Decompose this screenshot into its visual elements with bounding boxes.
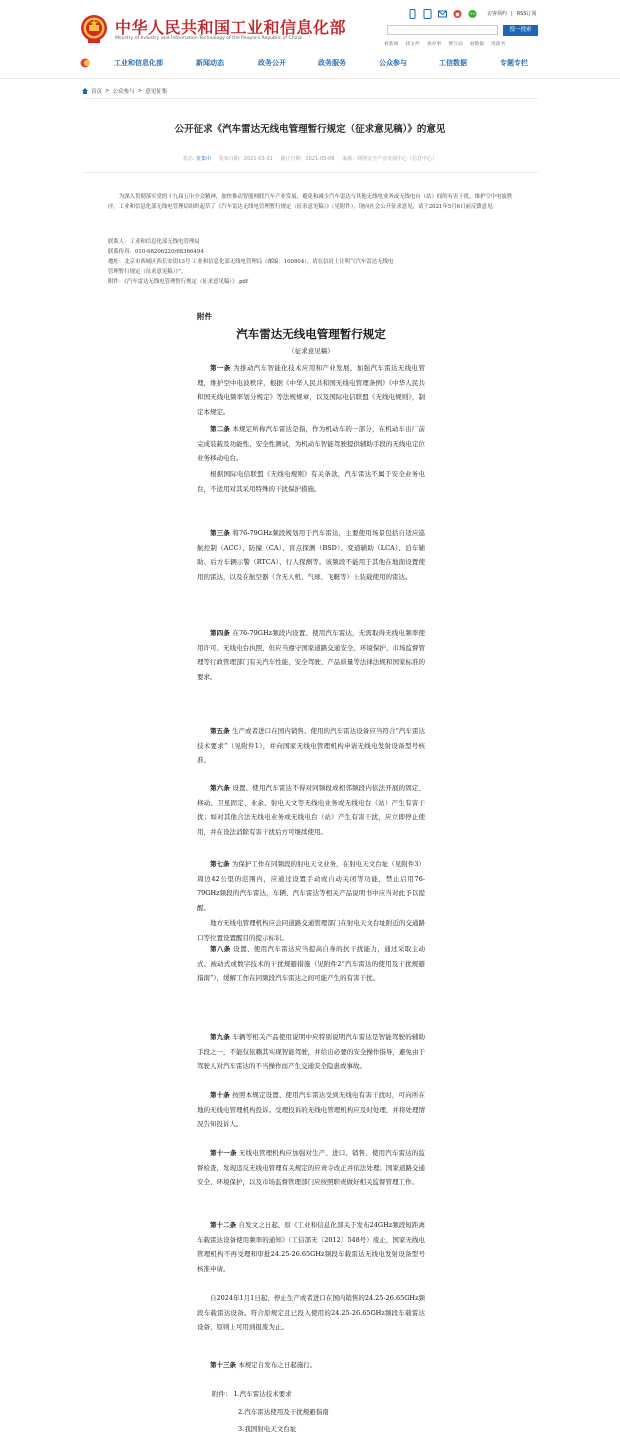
nav-item-topics[interactable]: 专题专栏 bbox=[500, 59, 528, 67]
nav-item-data[interactable]: 工信数据 bbox=[439, 59, 467, 67]
page-title: 公开征求《汽车雷达无线电管理暂行规定（征求意见稿）》的意见 bbox=[174, 124, 446, 135]
article-heading: 第六条 bbox=[210, 784, 233, 792]
breadcrumb-separator: > bbox=[105, 88, 110, 94]
attachment-link[interactable]: 附件：《汽车雷达无线电管理暂行规定（征求意见稿）》.pdf bbox=[108, 279, 248, 285]
contact-fax: 联系传真：010-68206220/68366494 bbox=[108, 249, 204, 255]
home-icon bbox=[82, 88, 88, 94]
search-button[interactable]: 搜一搜索 bbox=[503, 25, 538, 36]
deadline-date: 截止日期：2021-05-06 bbox=[280, 156, 335, 162]
article-paragraph bbox=[197, 1030, 425, 1074]
hot-link-services[interactable]: 查办事 bbox=[426, 42, 442, 47]
status-label: 状态: bbox=[182, 156, 195, 162]
nav-divider bbox=[0, 78, 620, 79]
article-heading: 第八条 bbox=[210, 945, 234, 953]
article-heading: 第一条 bbox=[210, 364, 234, 372]
home-nav-icon[interactable] bbox=[80, 58, 92, 68]
top-links-divider: | bbox=[511, 11, 513, 17]
article-heading: 第四条 bbox=[210, 629, 233, 637]
publish-date: 发布日期：2021-03-31 bbox=[218, 156, 273, 162]
meta-divider bbox=[82, 172, 538, 173]
hot-link-interact[interactable]: 要互动 bbox=[448, 42, 463, 47]
article-paragraph bbox=[197, 422, 425, 466]
main-nav bbox=[0, 54, 620, 72]
article-text: 自发文之日起，原《工业和信息化部关于发布24GHz频段短距离车载雷达设备使用频率的通知》（工信部无〔2012〕548号）废止，国家无线电管理机构不再受理和审批24.25-26.65GHz频段车载雷达无线电发射设备型号核准申请。 bbox=[197, 1221, 425, 1273]
hot-link-gov[interactable]: 用政务 bbox=[491, 42, 506, 47]
article-heading: 第二条 bbox=[210, 425, 233, 433]
contact-address-cont: 管理暂行规定（征求意见稿）》”。 bbox=[108, 269, 187, 275]
breadcrumb-separator: > bbox=[137, 88, 143, 94]
article-heading: 第十一条 bbox=[210, 1149, 240, 1157]
nav-item-open-gov[interactable]: 政务公开 bbox=[258, 59, 286, 67]
search-input[interactable] bbox=[387, 25, 498, 35]
article-text: 本规定自发布之日起施行。 bbox=[238, 1361, 317, 1369]
document-subtitle: （征求意见稿） bbox=[288, 347, 334, 355]
hot-link-files[interactable]: 找文件 bbox=[405, 42, 420, 47]
attachment-item: 附件： 1.汽车雷达技术要求 bbox=[212, 1390, 292, 1398]
article-paragraph bbox=[197, 1088, 425, 1132]
article-text: 按照本规定设置、使用汽车雷达受到无线电有害干扰时，可向所在地的无线电管理机构投诉。受理投诉的无线电管理机构应及时处理，并将处理情况告知投诉人。 bbox=[197, 1091, 426, 1129]
attachment-item: 2.汽车雷达使用及干扰规避指南 bbox=[238, 1407, 329, 1416]
nav-item-participation[interactable]: 公众参与 bbox=[379, 59, 407, 67]
article-paragraph bbox=[197, 626, 425, 684]
article-paragraph bbox=[197, 942, 425, 986]
article-paragraph bbox=[197, 1218, 425, 1276]
breadcrumb-divider bbox=[82, 98, 538, 99]
article-text: 设置、使用汽车雷达不得对同频段或相邻频段内依法开展的固定、移动、卫星固定、业余、射电天文等无线电业务或无线电台（站）产生有害干扰；如对其他合法无线电业务或无线电台（站）产生有害干扰，应立即停止使用，并在设法消除有害干扰后方可继续使用。 bbox=[197, 784, 426, 836]
attachment-item: 3.我国射电天文台址 bbox=[238, 1425, 297, 1433]
mail-icon[interactable] bbox=[438, 9, 447, 19]
article-paragraph bbox=[197, 361, 425, 419]
status-badge: 征集中 bbox=[196, 156, 212, 162]
top-links bbox=[487, 10, 541, 17]
contact-address: 地址：北京市西城区西长安街13号 工业和信息化部无线电管理局（邮编：100804），请在信封上注明“《汽车雷达无线电 bbox=[108, 259, 394, 265]
wechat-icon[interactable] bbox=[468, 9, 477, 19]
article-paragraph bbox=[197, 781, 425, 839]
site-subtitle: Ministry of Industry and Information Technology of the People's Republic of China bbox=[115, 36, 302, 41]
article-heading: 第十三条 bbox=[210, 1361, 239, 1369]
article-text: 生产或者进口在国内销售、使用的汽车雷达设备应当符合“汽车雷达技术要求”（见附件1），并向国家无线电管理机构申请无线电发射设备型号核准。 bbox=[197, 727, 425, 765]
article-paragraph bbox=[197, 1358, 425, 1373]
nav-item-home[interactable]: 工业和信息化部 bbox=[114, 59, 163, 67]
article-meta bbox=[0, 155, 620, 162]
document-title: 汽车雷达无线电管理暂行规定 bbox=[236, 327, 386, 341]
site-title[interactable]: 中华人民共和国工业和信息化部 bbox=[115, 18, 347, 37]
breadcrumb-home[interactable]: 首页 bbox=[91, 89, 103, 95]
weibo-icon[interactable] bbox=[453, 9, 462, 19]
attachment-list bbox=[197, 1386, 425, 1437]
nav-item-news[interactable]: 新闻动态 bbox=[196, 59, 224, 67]
rss-link[interactable]: RSS订阅 bbox=[516, 11, 537, 17]
article-source: 来源：网络安全产业发展中心（信息中心） bbox=[342, 156, 438, 162]
intro-paragraph bbox=[108, 193, 518, 213]
article-heading: 第五条 bbox=[210, 727, 232, 735]
contact-block bbox=[108, 238, 518, 298]
article-text: 为推动汽车智能化技术应用和产业发展，加强汽车雷达无线电管理，维护空中电波秩序，根据《中华人民共和国无线电管理条例》《中华人民共和国无线电频率划分规定》等法规规章，以及国际电信联盟《无线电规则》，制定本规定。 bbox=[197, 364, 426, 416]
article-text: 根据国际电信联盟《无线电规则》有关条款，汽车雷达不属于安全业务电台，不适用对其采用特殊的干扰保护措施。 bbox=[197, 470, 425, 493]
breadcrumb bbox=[82, 87, 167, 95]
article-paragraph bbox=[197, 1146, 425, 1190]
article-text: 地方无线电管理机构应会同道路交通管理部门在射电天文台址附近的交通路口等位置设置醒目的提示标识。 bbox=[197, 919, 425, 942]
attachment-label: 附件 bbox=[197, 312, 212, 321]
hot-link-news[interactable]: 看新闻 bbox=[384, 42, 399, 47]
tablet-icon[interactable] bbox=[423, 9, 432, 19]
article-heading: 第十二条 bbox=[210, 1221, 239, 1229]
breadcrumb-participation[interactable]: 公众参与 bbox=[112, 89, 135, 95]
article-paragraph bbox=[197, 1291, 425, 1335]
national-emblem-icon[interactable] bbox=[80, 14, 108, 44]
article-heading: 第九条 bbox=[210, 1033, 233, 1041]
article-text: 将76-79GHz频段规划用于汽车雷达，主要使用场景包括自适应巡航控制（ACC）、防撞（CA）、盲点探测（BSD）、变道辅助（LCA）、泊车辅助、后方车辆示警（RTCA）、行人探测等。该频段不能用于其他在地面设置使用的雷达，以及在航空器（含无人机、气球、飞艇等）上装载使用的雷达。 bbox=[197, 529, 426, 581]
article-paragraph bbox=[197, 724, 425, 768]
article-paragraph bbox=[197, 526, 425, 584]
hot-link-data[interactable]: 看数据 bbox=[469, 42, 485, 47]
article-heading: 第七条 bbox=[210, 860, 232, 868]
intro-text: 为深入贯彻落实党的十九届五中全会精神，加快推动智能网联汽车产业发展，避免和减少汽车雷达与其他无线电业务或无线电台（站）间的有害干扰，维护空中电波秩序，工业和信息化部无线电管理局组织起草了《汽车雷达无线电管理暂行规定（征求意见稿）》（见附件），现向社会公开征求意见，请于2021年5月6日前反馈意见。 bbox=[108, 194, 513, 210]
article-text: 设置、使用汽车雷达应当提高自身的抗干扰能力，通过采取主动式、被动式或数字技术的干扰规避措施（见附件2“汽车雷达的使用及干扰规避指南”），缓解工作在同频段汽车雷达之间可能产生的有害干扰。 bbox=[197, 945, 426, 983]
article-heading: 第十条 bbox=[210, 1091, 233, 1099]
article-text: 无线电管理机构应加强对生产、进口、销售、使用汽车雷达的监督检查，发现违反无线电管理有关规定的应责令改正并依法处理；国家道路交通安全、环境保护，以及市场监督管理部门应按照职责做好相关监督管理工作。 bbox=[197, 1149, 426, 1187]
article-text: 在76-79GHz频段内设置、使用汽车雷达，无需取得无线电频率使用许可、无线电台执照，但应当遵守国家道路交通安全、环境保护、市场监督管理等行政管理部门有关汽车性能、安全驾驶、产品质量等法律法规和国家标准的要求。 bbox=[197, 629, 426, 681]
visit-link[interactable]: 访客预约 bbox=[487, 11, 508, 17]
top-icon-bar bbox=[408, 8, 477, 20]
article-heading: 第三条 bbox=[210, 529, 233, 537]
article-text: 自2024年1月1日起，停止生产或者进口在国内销售的24.25-26.65GHz频段车载雷达设备。符合原规定且已投入使用的24.25-26.65GHz频段车载雷达设备，原则上可用到报废为止。 bbox=[197, 1294, 426, 1332]
contact-person: 联系人：工业和信息化部无线电管理局 bbox=[108, 239, 200, 245]
article-text: 为保护工作在同频段的射电天文业务，在射电天文台址（见附件3）周边42公里的范围内，应通过设置手动或自动关闭等功能，禁止启用76-79GHz频段的汽车雷达，车辆、汽车雷达等相关产品说明书中应当对此予以提醒。 bbox=[197, 860, 426, 912]
article-paragraph bbox=[197, 467, 425, 496]
article-paragraph bbox=[197, 857, 425, 915]
breadcrumb-current[interactable]: 意见征集 bbox=[145, 89, 168, 95]
mobile-icon[interactable] bbox=[408, 9, 417, 19]
nav-item-services[interactable]: 政务服务 bbox=[318, 59, 346, 67]
hot-links bbox=[384, 40, 512, 47]
article-paragraph bbox=[197, 916, 425, 945]
article-text: 车辆等相关产品使用说明中应特别说明汽车雷达是智能驾驶的辅助手段之一，不能仅依赖其实现智能驾驶，并给出必要的安全操作指导，避免由于驾驶人对汽车雷达的不当操作而产生交通安全隐患或事故。 bbox=[197, 1033, 426, 1071]
article-text: 本规定所称汽车雷达是指，作为机动车的一部分，在机动车出厂前完成装载及功能性、安全性测试，为机动车智能驾驶提供辅助手段的无线电定位业务移动电台。 bbox=[197, 425, 426, 463]
